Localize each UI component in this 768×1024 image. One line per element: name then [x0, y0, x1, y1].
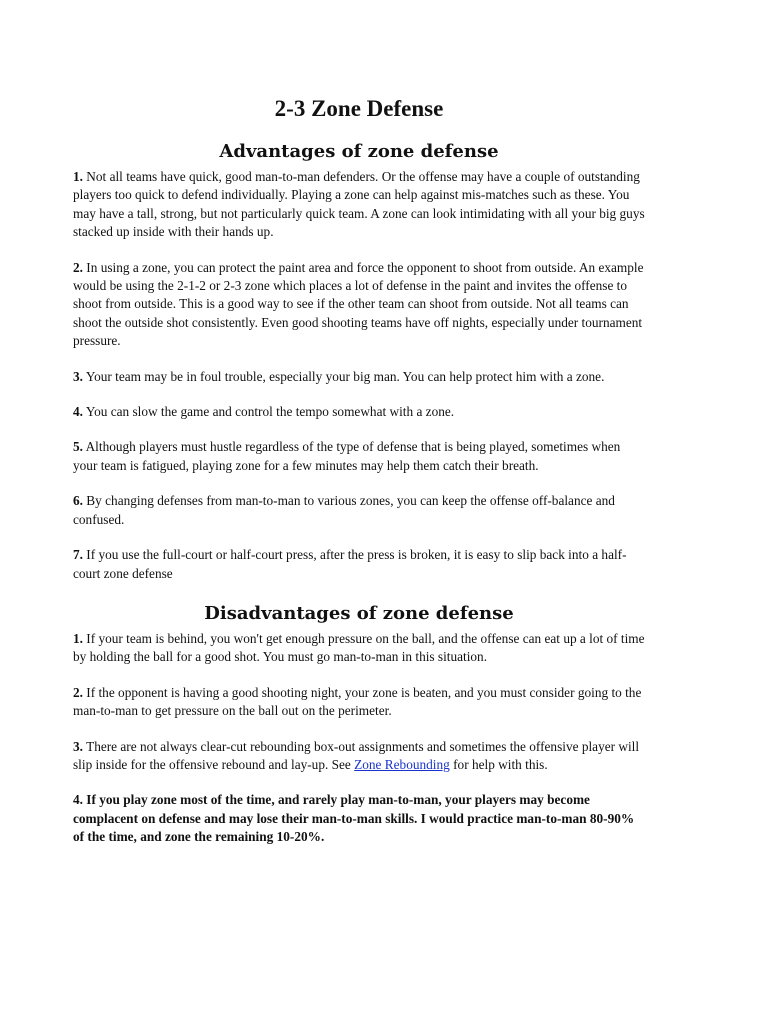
advantage-item-7 — [73, 546, 645, 583]
disadvantage-item-4 — [73, 791, 645, 846]
item-text: By changing defenses from man-to-man to various zones, you can keep the offense off-balance and confused. — [73, 493, 615, 527]
advantages-heading: Advantages of zone defense — [219, 141, 499, 162]
item-text: If you use the full-court or half-court press, after the press is broken, it is easy to slip back into a half-court zone defense — [73, 547, 627, 581]
advantage-item-1 — [73, 168, 645, 242]
item-text: Not all teams have quick, good man-to-man defenders. Or the offense may have a couple of outstanding players too quick to defend individually. Playing a zone can help against mis-matches such as these. You may have a tall, strong, but not particularly quick team. A zone can look intimidating with all your big guys stacked up inside with their hands up. — [73, 169, 645, 240]
disadvantage-item-1 — [73, 630, 645, 667]
advantage-item-2 — [73, 259, 645, 351]
item-number: 6. — [73, 493, 83, 509]
disadvantages-heading: Disadvantages of zone defense — [204, 602, 514, 624]
advantage-item-4 — [73, 403, 645, 421]
item-number: 2. — [73, 259, 83, 275]
item-number: 2. — [73, 684, 83, 700]
item-number: 5. — [73, 439, 83, 455]
item-number: 1. — [73, 630, 83, 646]
item-number: 1. — [73, 169, 83, 184]
disadvantage-item-3 — [73, 738, 645, 775]
item-text: Although players must hustle regardless of the type of defense that is being played, sometimes when your team is fatigued, playing zone for a few minutes may help them catch their breath. — [73, 439, 621, 473]
advantage-item-3 — [73, 368, 645, 386]
page-title: 2-3 Zone Defense — [274, 96, 444, 121]
item-text: If you play zone most of the time, and rarely play man-to-man, your players may become complacent on defense and may lose their man-to-man skills. I would practice man-to-man 80-90% of the time, and zone the remaining 10-20%. — [73, 792, 635, 845]
zone-rebounding-link[interactable]: Zone Rebounding — [354, 756, 450, 772]
item-text: for help with this. — [449, 756, 548, 772]
item-text: If the opponent is having a good shooting night, your zone is beaten, and you must consider going to the man-to-man to get pressure on the ball out on the perimeter. — [73, 684, 642, 719]
item-text: You can slow the game and control the tempo somewhat with a zone. — [82, 404, 455, 420]
item-text: Your team may be in foul trouble, especially your big man. You can help protect him with a zone. — [82, 368, 605, 384]
advantage-item-5 — [73, 438, 645, 475]
item-number: 4. — [73, 792, 83, 808]
disadvantage-item-2 — [73, 684, 645, 721]
advantage-item-6 — [73, 492, 645, 529]
item-text: In using a zone, you can protect the paint area and force the opponent to shoot from outside. An example would be using the 2-1-2 or 2-3 zone which places a lot of defense in the paint and invites the offense to shoot from outside. This is a good way to see if the other team can shoot from outside. Not all teams can shoot the outside shot consistently. Even good shooting teams have off nights, especially under tournament pressure. — [73, 259, 644, 349]
item-text: If your team is behind, you won't get enough pressure on the ball, and the offense can eat up a lot of time by holding the ball for a good shot. You must go man-to-man in this situation. — [73, 630, 645, 665]
document-content — [73, 92, 645, 864]
item-text: There are not always clear-cut rebounding box-out assignments and sometimes the offensive player will slip inside for the offensive rebound and lay-up. See — [73, 738, 640, 772]
item-number: 3. — [73, 738, 83, 754]
item-number: 3. — [73, 368, 83, 384]
item-number: 4. — [73, 404, 83, 420]
item-number: 7. — [73, 547, 83, 563]
